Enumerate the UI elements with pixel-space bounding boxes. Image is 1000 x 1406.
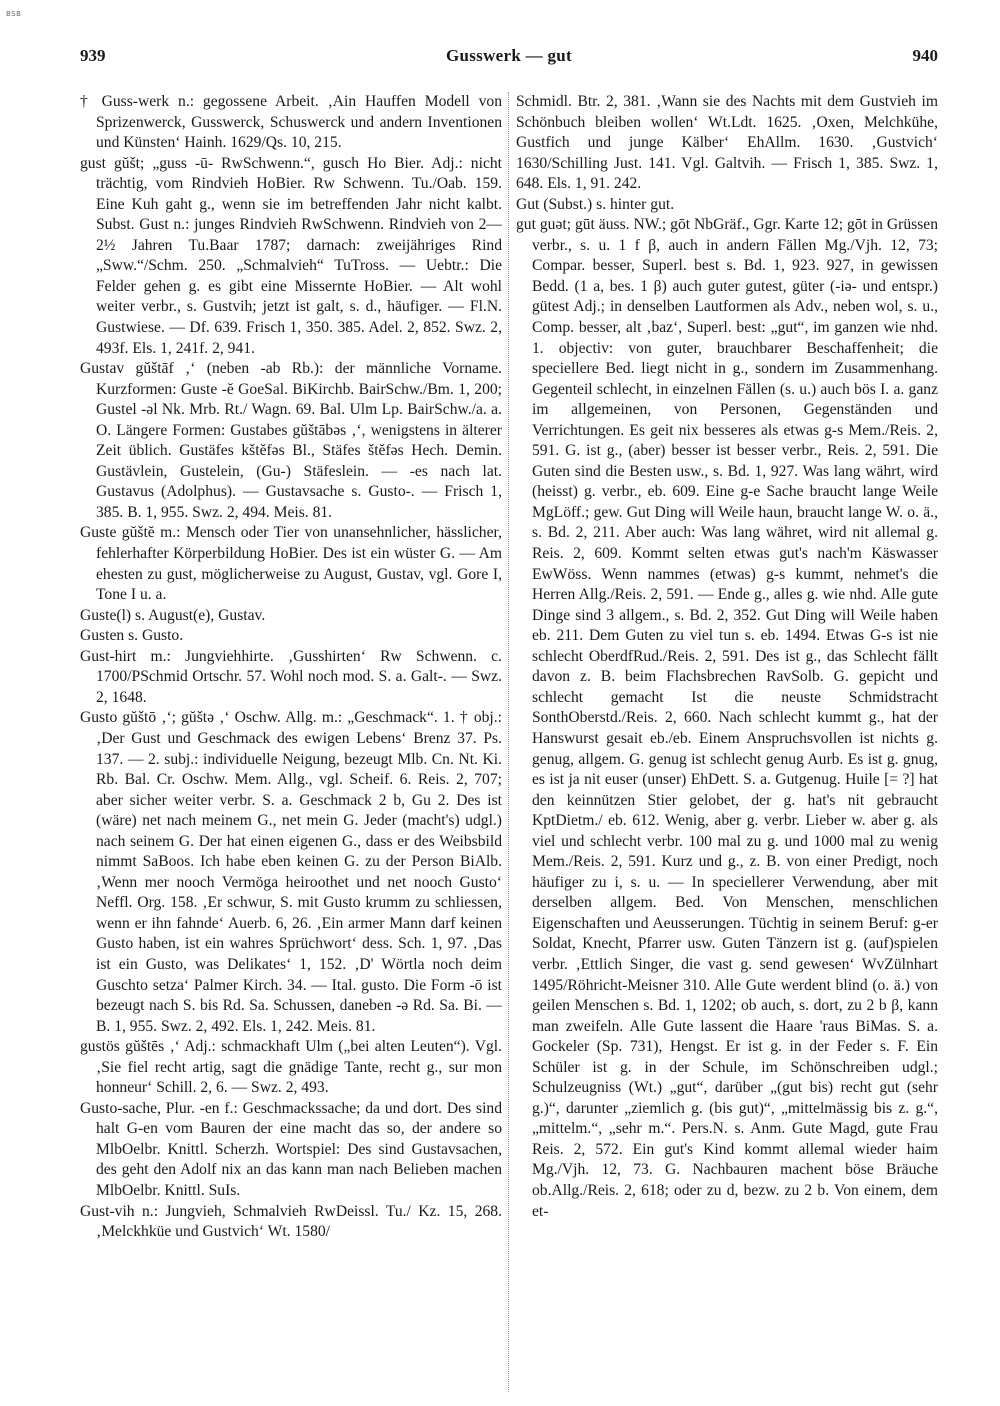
entry-gust-hirt: Gust-hirt m.: Jungviehhirte. ‚Gusshirten‘ Rw Schwenn. c. 1700/PSchmid Ortschr. 57. Wohl noch mod. S. a. Galt-. — Swz. 2, 1648. [80,647,502,706]
entry-gustoes: gustös gŭštēs ‚‘ Adj.: schmackhaft Ulm („bei alten Leuten“). Vgl. ‚Sie fiel recht artig, sagt die gnädige Tante, recht g., sur mon honneur‘ Schill. 2, 6. — Swz. 2, 493. [80,1038,502,1097]
entry-gust-vih-continued: Schmidl. Btr. 2, 381. ‚Wann sie des Nachts mit dem Gustvieh im Schönbuch bleiben wollen‘ Wt.Ldt. 1625. ‚Oxen, Melchkühe, Gustfich und junge Kälber‘ EhAllm. 1630. ‚Gustvich‘ 1630/Schilling Just. 141. Vgl. Galtvih. — Frisch 1, 385. Swz. 1, 648. Els. 1, 91. 242. [516,93,938,193]
right-column [516,92,938,1392]
entry-gustel-ref: Guste(l) s. August(e), Gustav. [80,606,266,624]
library-stamp: BSB [6,10,22,18]
entry-gut-subst-ref: Gut (Subst.) s. hinter gut. [516,195,675,213]
entry-gust: gust gŭšt; „guss -ū- RwSchwenn.“, gusch Ho Bier. Adj.: nicht trächtig, vom Rindvieh HoBier. Rw Schwenn. Tu./Oab. 159. Eine Kuh gaht g., wenn sie im betreffenden Jahr nicht kalbt. Subst. Gust n.: junges Rindvieh RwSchwenn. Rindvieh von 2—2½ Jahren Tu.Baar 1787; darnach: zweijähriges Rind „Sww.“/Schm. 250. „Schmalvieh“ TuTross. — Uebtr.: Die Felder gehen g. es gibt eine Missernte HoBier. — Alt wohl weiter verbr., s. Gustvih; jetzt ist galt, s. d., häufiger. — Fl.N. Gustwiese. — Df. 639. Frisch 1, 350. 385. Adel. 2, 852. Swz. 2, 493f. Els. 1, 241f. 2, 941. [80,154,502,357]
page-title: Gusswerk — gut [445,46,573,65]
entry-gusto: Gusto gŭštō ‚‘; gŭštə ‚‘ Oschw. Allg. m.: „Geschmack“. 1. † obj.: ‚Der Gust und Geschmack des ewigen Lebens‘ Brenz 37. Ps. 137. — 2. subj.: individuelle Neigung, bezeugt Mlb. Cn. Nt. Ki. Rb. Bal. Cr. Oschw. Mem. Allg., vgl. Scheif. 6. Reis. 2, 707; aber sicher weiter verbr. S. a. Geschmack 2 b, Gu 2. Des ist (wäre) net nach meinem G., net mein G. Jeder (macht's) udgl.) nach seinem G. Der hat einen eigenen G., dass er des Weibsbild nimmt SaBoos. Ich habe eben keinen G. zu der Person BiAlb. ‚Wenn mer nooch Vermöga heiroothet und net nooch Gusto‘ Neffl. Org. 158. ‚Er schwur, S. mit Gusto krumm zu schliessen, wenn er ihn fahnde‘ Auerb. 6, 26. ‚Ein armer Mann darf keinen Gusto haben, ist ein wahres Sprüchwort‘ dess. Sch. 1, 97. ‚Das ist ein Gusto, was Delikates‘ 1, 152. ‚D' Wörtla noch deim Guschto setza‘ Palmer Kirch. 34. — Ital. gusto. Die Form -ō ist bezeugt nach S. bis Rd. Sa. Schussen, daneben -ə Rd. Sa. Bi. — B. 1, 955. Swz. 2, 492. Els. 1, 242. Meis. 81. [80,709,502,1035]
entry-guste: Guste gŭštĕ m.: Mensch oder Tier von unansehnlicher, hässlicher, fehlerhafter Körperbildung HoBier. Des ist ein wüster G. — Am ehesten zu gust, möglicherweise zu August, Gustav, vgl. Gore I, Tone I u. a. [80,524,502,604]
entry-gust-vih: Gust-vih n.: Jungvieh, Schmalvieh RwDeissl. Tu./ Kz. 15, 268. ‚Melckhküe und Gustvich‘ Wt. 1580/ [80,1202,502,1241]
left-page-number: 939 [80,46,106,65]
entry-gut: gut guət; gūt äuss. NW.; gōt NbGräf., Ggr. Karte 12; gōt in Grüssen verbr., s. u. 1 f β, auch in andern Fällen Mg./Vjh. 12, 73; Compar. besser, Superl. best s. Bd. 1, 923. 927, in gewissen Bedd. (1 a, bes. 1 β) auch guter gutest, güter (-iə- und entspr.) gütest Adj.; in denselben Lautformen als Adv., neben wol, s. u., Comp. besser, alt ‚baz‘, Superl. best: „gut“, im ganzen wie nhd. 1. objectiv: von guter, brauchbarer Beschaffenheit; die speciellere Bed. liegt nicht in g., sondern im Zusammenhang. Gegenteil schlecht, in einzelnen Fällen (s. u.) auch bös I. a. ganz im allgemeinen, von Personen, Gegenständen und Verrichtungen. Es geit nix besseres als etwas g-s Mem./Reis. 2, 591. G. ist g., (aber) besser ist besser verbr., Reis. 2, 591. Die Guten sind die Besten usw., s. Bd. 1, 927. Was lang währt, wird (heisst) g. verbr., eb. 609. Eine g-e Sache braucht lange Weile MgLöff.; gew. Gut Ding will Weile haun, braucht lange W. o. ä., s. Bd. 2, 211. Aber auch: Was lang währet, wird nit allemal g. Reis. 2, 609. Kommt selten etwas gut's nach'm Käswasser EwWöss. Wenn nammes (etwas) g-s kummt, nehmet's die Herren Allg./Reis. 2, 591. — Ende g., alles g. wie nhd. Alle gute Dinge sind 3 allgem., s. Bd. 2, 352. Gut Ding will Weile haben eb. 211. Dem Guten zu viel tun s. eb. 1494. Etwas G-s ist nie schlecht OberdfRud./Reis. 2, 591. Des ist g., das Schlecht fällt davon z. B. beim Flachsbrechen RavSolb. G. gepicht und schlecht gemacht Ist die neuste Schmidstracht SonthOberstd./Reis. 2, 660. Nach schlecht kummt g., hat der Hanswurst gesait eb./eb. Einem Anspruchsvollen ist nichts g. genug, allgem. G. genug ist schlecht genug Aurb. Es ist g. gnug, es ist ja nit euser (unser) EhDett. S. a. Gutgenug. Huile [= ?] hat den keinnützen Stier gelobet, der g. hat's nit gebraucht KptDietm./ eb. 612. Wenig, aber g. verbr. Lieber w. aber g. als viel und schlecht verbr. 100 mal zu g. und 1000 mal zu wenig Mem./Reis. 2, 591. Kurz und g., z. B. von einer Predigt, noch häufiger zu i, s. u. — In speciellerer Verwendung, aber mit derselben allgem. Bed. Von Menschen, menschlichen Eigenschaften und Aeusserungen. Tüchtig in seinem Beruf: g-er Soldat, Knecht, Pfarrer usw. Guten Tänzern ist g. (auf)spielen verbr. ‚Ettlich Singer, die vast g. send gewesen‘ WvZülnhart 1495/Röhricht-Meisner 310. Alle Gute werdent blind (o. ä.) von geilen Menschen s. Bd. 1, 1202; ob auch, s. dort, zu 2 b β, kann man zweifeln. Alle Gute lassent die Haare 'raus BiMas. S. a. Gockeler (Sp. 731), Hengst. Er ist g. in der Feder s. F. Ein Schüler ist g. in der Schule, im Schönschreiben udgl.; Schulzeugniss (Wt.) „gut“, darüber „(gut bis) recht gut (sehr g.)“, darunter „ziemlich g. (bis gut)“, „mittelmässig bis z. g.“, „mittelm.“, „sehr m.“. Pers.N. s. Anm. Gute Magd, gute Frau Reis. 2, 572. Ein gut's Kind kommt allemal wieder haim Mg./Vjh. 12, 73. G. Nachbauren machent böse Bräuche ob.Allg./Reis. 2, 618; oder zu d, bezw. zu 2 b. Von einem, dem et- [516,216,938,1220]
entry-gusten-ref: Gusten s. Gusto. [80,627,184,645]
left-column [80,92,502,1392]
entry-gustav: Gustav gŭštāf ‚‘ (neben -ab Rb.): der männliche Vorname. Kurzformen: Guste -ĕ GoeSal. BiKirchb. BairSchw./Bm. 1, 200; Gustel -əl Nk. Mrb. Rt./ Wagn. 69. Bal. Ulm Lp. BairSchw./a. a. O. Längere Formen: Gustabes gŭštābəs ‚‘, wenigstens in älterer Zeit üblich. Gustäfes kštĕfəs Bl., Stäfes štĕfəs Hech. Demin. Gustävlein, Gustelein, (Gu-) Stäfeslein. — -es nach lat. Gustavus (Adolphus). — Gustavsache s. Gusto-. — Frisch 1, 385. B. 1, 955. Swz. 2, 494. Meis. 81. [80,360,502,521]
entry-gusto-sache: Gusto-sache, Plur. -en f.: Geschmackssache; da und dort. Des sind halt G-en vom Bauren der eine macht das so, der andere so MlbOelbr. Knittl. Scherzh. Wortspiel: Des sind Gustavsachen, des geht den Adolf nix an das kann man nach Belieben machen MlbOelbr. Knittl. SuIs. [80,1099,502,1199]
page-header [80,46,938,72]
column-divider [508,92,509,1392]
right-page-number: 940 [912,46,938,65]
entry-gusswerk: † Guss-werk n.: gegossene Arbeit. ‚Ain Hauffen Modell von Sprizenwerck, Gusswerck, Schuswerck und andern Inventionen und Künsten‘ Hainh. 1629/Qs. 10, 215. [80,93,502,152]
